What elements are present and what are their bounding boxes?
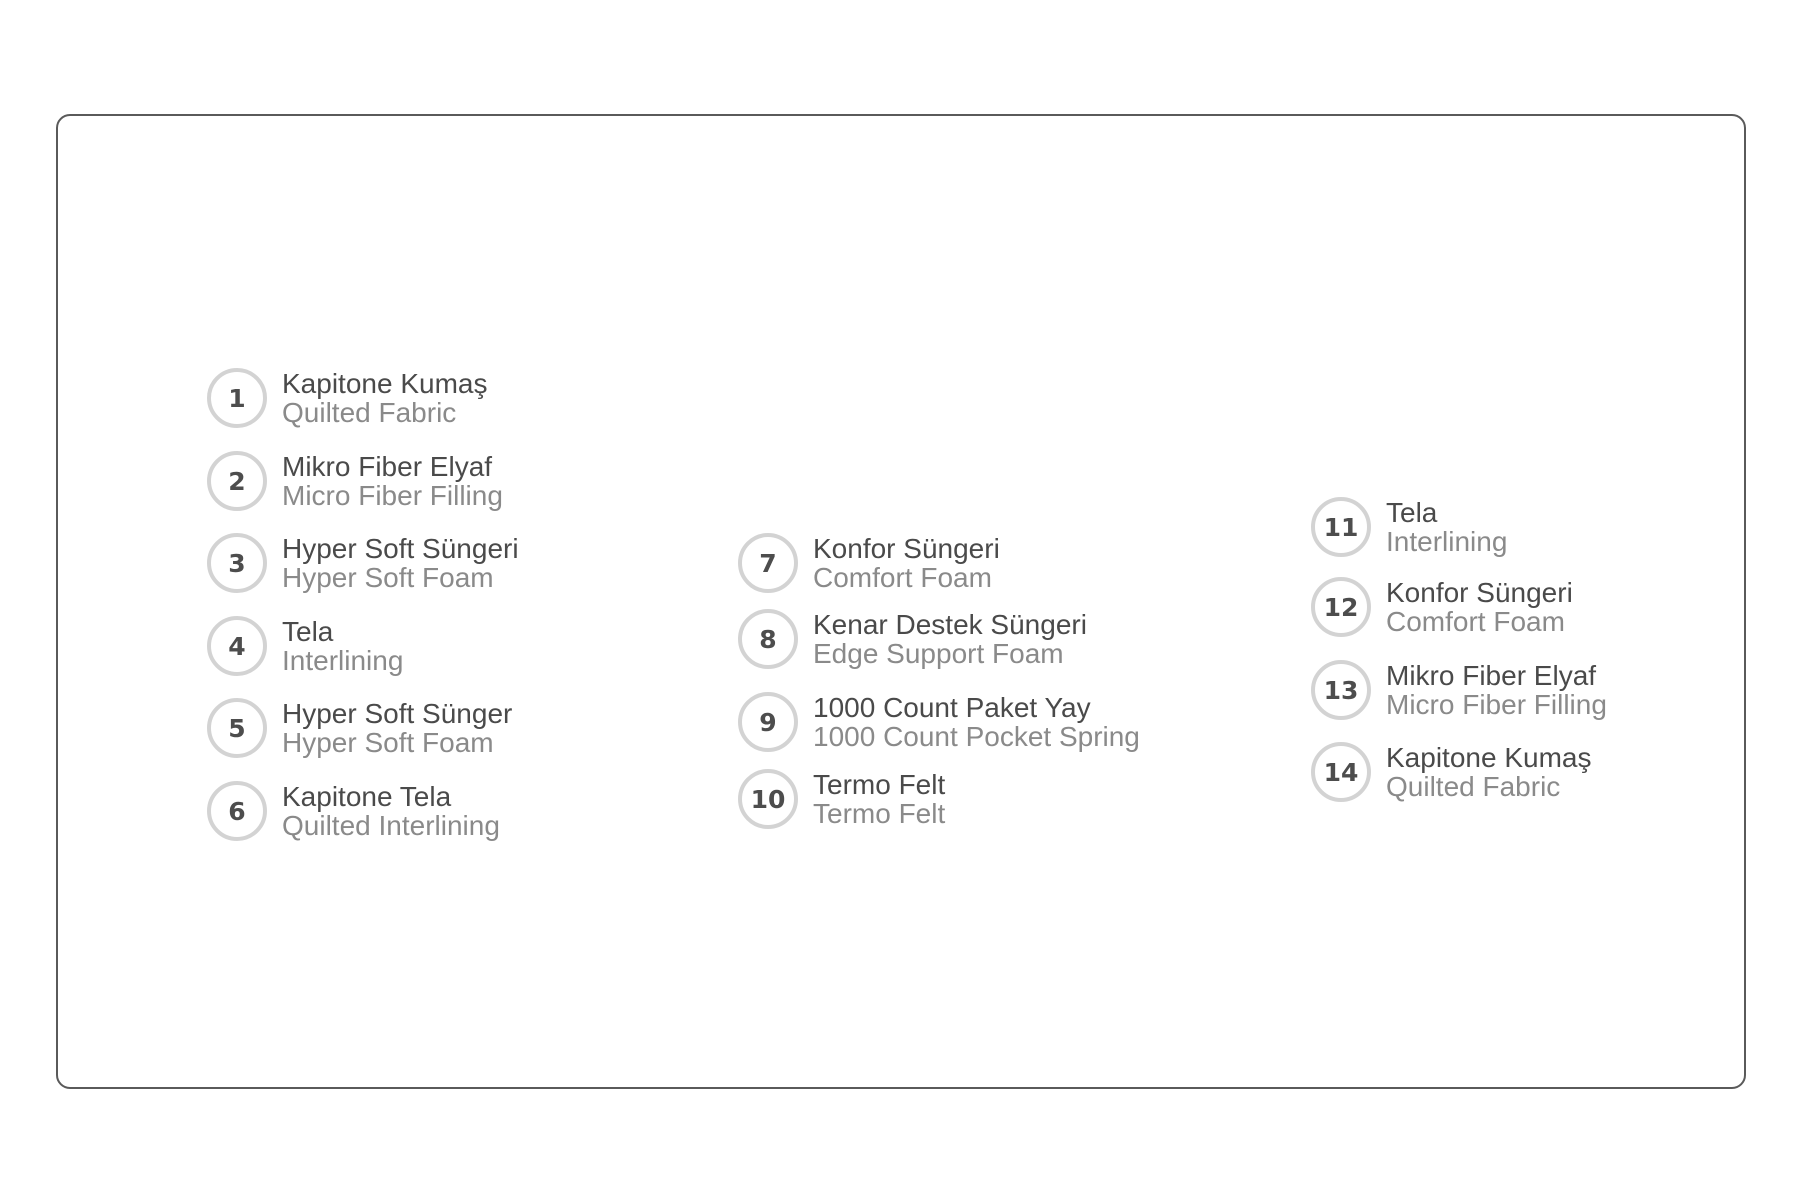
legend-item-13 [1311,659,1607,721]
label-turkish: 1000 Count Paket Yay [813,692,1091,723]
label-turkish: Tela [282,616,334,647]
number-badge: 14 [1311,742,1371,802]
label-english: Interlining [282,645,404,676]
label-turkish: Mikro Fiber Elyaf [1386,660,1597,691]
legend-item-6 [207,780,500,842]
label-english: Hyper Soft Foam [282,727,494,758]
label-english: Micro Fiber Filling [1386,689,1607,720]
number-badge: 12 [1311,577,1371,637]
legend-item-4 [207,615,403,677]
number-badge: 13 [1311,660,1371,720]
label-turkish: Kapitone Kumaş [282,368,488,399]
label-turkish: Mikro Fiber Elyaf [282,451,493,482]
label-turkish: Kapitone Kumaş [1386,742,1592,773]
label-english: Hyper Soft Foam [282,562,494,593]
legend-item-7 [738,532,1000,594]
label-english: Termo Felt [813,798,946,829]
legend-item-12 [1311,576,1573,638]
label-english: 1000 Count Pocket Spring [813,721,1140,752]
number-badge: 4 [207,616,267,676]
legend-item-14 [1311,741,1591,803]
label-turkish: Hyper Soft Sünger [282,698,513,729]
label-turkish: Konfor Süngeri [1386,577,1573,608]
label-english: Edge Support Foam [813,638,1064,669]
number-badge: 3 [207,533,267,593]
legend-item-11 [1311,496,1507,558]
number-badge: 8 [738,609,798,669]
legend-item-10 [738,768,945,830]
label-english: Quilted Interlining [282,810,500,841]
label-turkish: Hyper Soft Süngeri [282,533,519,564]
legend-item-9 [738,691,1140,753]
number-badge: 7 [738,533,798,593]
number-badge: 11 [1311,497,1371,557]
label-english: Micro Fiber Filling [282,480,503,511]
number-badge: 2 [207,451,267,511]
label-turkish: Termo Felt [813,769,946,800]
number-badge: 9 [738,692,798,752]
legend-item-1 [207,367,487,429]
legend-item-3 [207,532,519,594]
label-turkish: Kenar Destek Süngeri [813,609,1087,640]
label-english: Comfort Foam [813,562,992,593]
label-english: Interlining [1386,526,1508,557]
label-english: Quilted Fabric [282,397,457,428]
label-english: Comfort Foam [1386,606,1565,637]
number-badge: 1 [207,368,267,428]
label-turkish: Konfor Süngeri [813,533,1000,564]
legend-item-5 [207,697,512,759]
legend-item-8 [738,608,1087,670]
number-badge: 5 [207,698,267,758]
number-badge: 10 [738,769,798,829]
number-badge: 6 [207,781,267,841]
label-turkish: Kapitone Tela [282,781,452,812]
legend-item-2 [207,450,503,512]
label-english: Quilted Fabric [1386,771,1561,802]
label-turkish: Tela [1386,497,1438,528]
